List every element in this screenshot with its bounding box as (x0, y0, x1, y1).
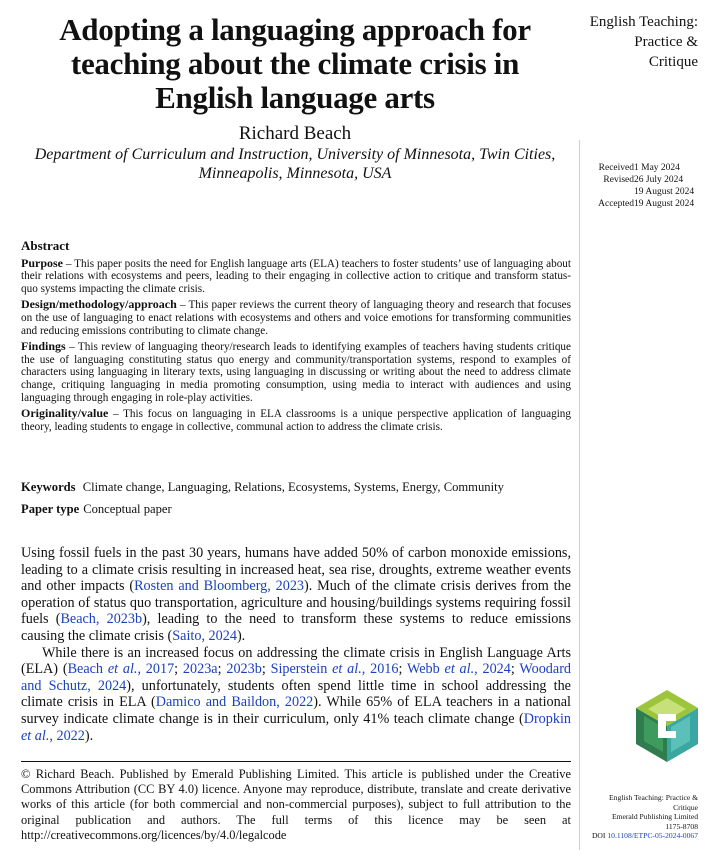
body-text (21, 545, 571, 744)
history-revised-2 (568, 186, 698, 198)
abstract-label: Purpose (21, 255, 63, 270)
paper-type-label: Paper type (21, 502, 80, 516)
citation-link[interactable]: 2023b (226, 661, 262, 678)
footnote-rule (21, 761, 571, 762)
body-text-run: ; (174, 661, 183, 678)
abstract-text: – This review of languaging theory/research leads to identifying examples of teachers having students critique the use of languaging constituting status quo energy and community/transportation systems, respond to examples of characters using languaging in literary texts, using languaging in discussing or writing about the need to address climate change, critiquing languaging in media promoting consumption, using media to interact with audiences and using languaging through engaging in role-play activities. (21, 341, 571, 404)
citation-link[interactable]: Rosten and Bloomberg, 2023 (134, 578, 305, 595)
history-label: Revised (603, 175, 634, 185)
citation-year: , 2022 (49, 727, 85, 744)
abstract (21, 240, 571, 436)
body-text-run: While there is an increased focus on addressing the climate crisis in English Language Arts (ELA) ( (21, 644, 571, 678)
citation-link[interactable]: 2023a (182, 661, 218, 678)
body-text-run: ). Much of the climate crisis derives from the operation of status quo transportation, agriculture and housing/buildings systems requiring fossil fuels ( (21, 578, 571, 628)
keywords (21, 480, 571, 494)
body-paragraph-2 (21, 645, 571, 745)
journal-logo-icon (636, 690, 698, 762)
body-text-run: ). While 65% of ELA teachers in a national survey indicate climate change is in their curriculum, only 41% teach climate change ( (21, 694, 571, 727)
margin-divider (579, 140, 580, 850)
citation-link[interactable]: Saito, 2024 (172, 627, 237, 644)
citation-etal: et al. (332, 661, 362, 678)
body-text-run: ; (217, 661, 227, 678)
body-text-run: ). (236, 627, 246, 644)
meta-doi (580, 831, 698, 841)
citation-author: Siperstein (270, 661, 333, 678)
abstract-text: – This paper posits the need for English language arts (ELA) teachers to foster students’ use of languaging about their relations with ecosystems and peers, leading to their engaging in collective action to critique and transform status-quo systems impacting the climate crisis. (21, 257, 571, 295)
citation-link[interactable]: Beach, 2023b (60, 611, 143, 628)
body-text-run: ), leading to the need to transform these systems to reduce emissions causing the climate crisis ( (21, 611, 571, 644)
abstract-findings (21, 340, 571, 404)
citation-author: Beach (67, 661, 108, 678)
body-text-run: Using fossil fuels in the past 30 years, humans have added 50% of carbon monoxide emissions, leading to a climate crisis resulting in increased heat, sea rise, droughts, extreme weather events and other impacts ( (21, 545, 571, 595)
doi-label: DOI (591, 831, 606, 841)
body-paragraph-1 (21, 545, 571, 645)
meta-issn: 1175-8708 (665, 821, 698, 831)
doi-link[interactable]: 10.1108/ETPC-05-2024-0067 (607, 831, 698, 841)
citation-year: , 2017 (137, 661, 175, 678)
abstract-purpose (21, 257, 571, 296)
citation-author: Dropkin (523, 710, 571, 727)
history-accepted (568, 198, 698, 210)
meta-journal: English Teaching: Practice & (609, 793, 698, 802)
history-date: 1 May 2024 (634, 163, 680, 173)
citation-link[interactable] (271, 661, 399, 677)
abstract-label: Originality/value (21, 406, 109, 421)
citation-link[interactable] (407, 661, 511, 677)
body-text-run: ; (398, 661, 407, 678)
history-revised (568, 174, 698, 186)
citation-year: , 2016 (361, 661, 399, 678)
body-text-run: ), unfortunately, students often spend little time in school addressing the climate crisis in ELA ( (21, 677, 571, 711)
author-name: Richard Beach (238, 123, 352, 144)
history-label: Received (598, 163, 634, 173)
history-label: Accepted (598, 199, 634, 209)
keywords-label: Keywords (21, 480, 76, 494)
body-text-run: ). (84, 727, 94, 744)
citation-etal: et al. (444, 661, 475, 678)
history-received (568, 162, 698, 174)
journal-name (558, 12, 698, 72)
meta-journal: Critique (673, 802, 698, 812)
citation-link[interactable]: Woodard and Schutz, 2024 (21, 661, 572, 694)
citation-link[interactable] (68, 661, 175, 677)
citation-link[interactable]: Damico and Baildon, 2022 (155, 694, 314, 711)
article-history (568, 162, 698, 210)
abstract-originality (21, 407, 571, 433)
paper-type (21, 502, 571, 516)
history-date: 26 July 2024 (634, 175, 684, 185)
citation-etal: et al. (107, 661, 138, 678)
abstract-label: Findings (21, 339, 66, 354)
journal-name-line: English Teaching: (589, 14, 698, 30)
abstract-design (21, 298, 571, 337)
history-date: 19 August 2024 (634, 187, 695, 197)
keywords-text: Climate change, Languaging, Relations, Ecosystems, Systems, Energy, Community (82, 480, 504, 494)
license-notice: © Richard Beach. Published by Emerald Publishing Limited. This article is published under the Creative Commons Attribution (CC BY 4.0) licence. Anyone may reproduce, distribute, translate and create derivative works of this article (for both commercial and non-commercial purposes), subject to full attribution to the original publication and authors. The full terms of this licence may be seen at http://creativecommons.org/licences/by/4.0/legalcode (21, 767, 571, 842)
meta-publisher: Emerald Publishing Limited (611, 812, 698, 822)
journal-name-line: Practice & (634, 34, 698, 50)
abstract-heading: Abstract (21, 238, 70, 253)
citation-etal: et al. (21, 727, 50, 744)
abstract-text: – This focus on languaging in ELA classrooms is a unique perspective application of languaging theory, leading students to engage in collective, communal action to address the climate crisis. (21, 408, 571, 433)
article-title: Adopting a languaging approach for teaching about the climate crisis in English language arts (59, 12, 531, 115)
history-date: 19 August 2024 (634, 199, 695, 209)
citation-author: Webb (406, 661, 445, 678)
paper-type-text: Conceptual paper (83, 502, 172, 516)
body-text-run: ; (261, 661, 271, 678)
journal-name-line: Critique (648, 54, 698, 70)
body-text-run: ; (510, 661, 520, 678)
abstract-label: Design/methodology/approach (21, 297, 177, 312)
abstract-text: – This paper reviews the current theory of languaging theory and research that focuses on the use of languaging to enact relations with ecosystems and others and voice emotions for transforming communities and reducing emissions contributing to climate change. (21, 299, 571, 337)
journal-meta (580, 793, 698, 841)
author-affiliation: Department of Curriculum and Instruction, University of Minnesota, Twin Cities, Minneapolis, Minnesota, USA (34, 146, 556, 182)
citation-year: , 2024 (474, 661, 511, 678)
